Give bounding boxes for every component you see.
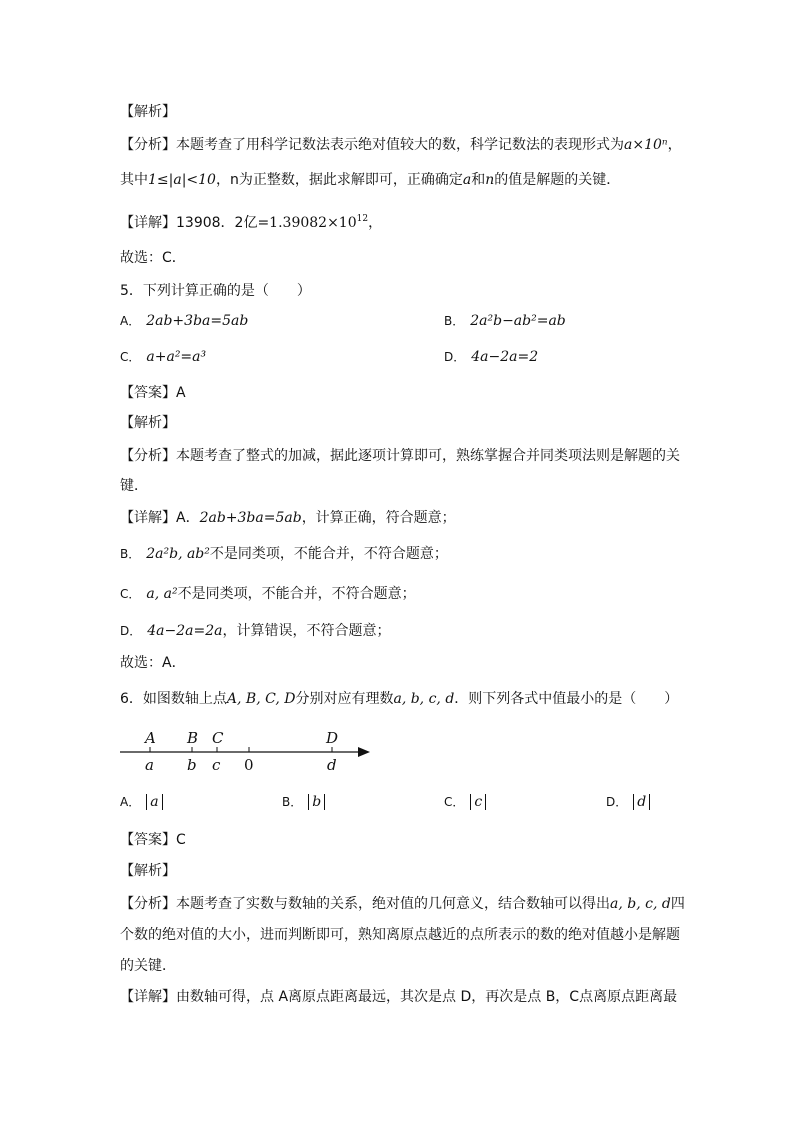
q5-fenxi-line1: 【分析】本题考查了整式的加减，据此逐项计算即可，熟练掌握合并同类项法则是解题的关 — [120, 448, 680, 464]
option-formula: 4a−2a=2 — [471, 349, 539, 365]
fenxi-end: 的值是解题的关键． — [494, 172, 621, 188]
fenxi-prefix: 【分析】本题考查了实数与数轴的关系，绝对值的几何意义，结合数轴可以得出 — [120, 896, 610, 912]
option-label: C． — [444, 795, 465, 809]
number-line-figure — [118, 728, 378, 778]
detail-end: 不是同类项，不能合并，不符合题意； — [177, 586, 416, 602]
detail-prefix: B． — [120, 547, 141, 561]
q6-fenxi-line3: 的关键． — [120, 958, 176, 974]
range-condition: 1≤|a|<10 — [148, 172, 216, 188]
xiangjie-value: =1.39082×10 — [257, 215, 357, 231]
q6-answer: 【答案】C — [120, 832, 186, 848]
fenxi-text: 【分析】本题考查了用科学记数法表示绝对值较大的数，科学记数法的表现形式为 — [120, 137, 624, 153]
q5-detail-c — [120, 584, 416, 604]
q5-option-c — [120, 347, 206, 367]
value-label-c: c — [212, 756, 221, 774]
guxuan-1: 故选：C． — [120, 250, 186, 266]
xiangjie-1 — [120, 213, 382, 233]
detail-end: ，计算正确，符合题意； — [301, 510, 456, 526]
detail-end: 不是同类项，不能合并，不符合题意； — [209, 546, 448, 562]
value-label-b: b — [187, 756, 197, 774]
axis-arrow-icon — [358, 747, 370, 757]
detail-formula: 4a−2a=2a — [147, 623, 223, 639]
stem-points: A, B, C, D — [226, 691, 296, 707]
option-formula: a+a²=a³ — [146, 349, 207, 365]
q5-jiexi: 【解析】 — [120, 415, 176, 431]
stem-prefix: 6．如图数轴上点 — [120, 691, 227, 707]
xiangjie-end: ， — [368, 215, 383, 231]
detail-formula: 2a²b, ab² — [146, 546, 210, 562]
option-abs: c — [470, 794, 486, 810]
value-label-0: 0 — [244, 756, 254, 774]
fenxi-tail: ， — [667, 137, 682, 153]
q5-option-b — [444, 311, 566, 331]
fenxi-paragraph-1-line1 — [120, 135, 682, 155]
q5-guxuan: 故选：A． — [120, 655, 186, 671]
q5-stem: 5．下列计算正确的是（ ） — [120, 283, 311, 299]
q6-jiexi: 【解析】 — [120, 863, 176, 879]
detail-formula: a, a² — [146, 586, 178, 602]
detail-formula: 2ab+3ba=5ab — [199, 510, 302, 526]
var-a: a — [462, 172, 472, 188]
q5-option-d — [444, 347, 538, 367]
option-formula: 2ab+3ba=5ab — [146, 313, 249, 329]
fenxi-prefix: 其中 — [120, 172, 148, 188]
fenxi-paragraph-1-line2 — [120, 170, 620, 190]
fenxi-end: 四 — [670, 896, 685, 912]
detail-end: ，计算错误，不符合题意； — [222, 623, 391, 639]
q5-answer: 【答案】A — [120, 385, 186, 401]
option-abs: b — [308, 794, 325, 810]
option-label: A． — [120, 314, 141, 328]
stem-mid: 分别对应有理数 — [295, 691, 394, 707]
option-label: B． — [282, 795, 303, 809]
option-abs: d — [633, 794, 650, 810]
q5-option-a — [120, 311, 248, 331]
q6-fenxi-line2: 个数的绝对值的大小，进而判断即可，熟知离原点越近的点所表示的数的绝对值越小是解题 — [120, 927, 680, 943]
q5-fenxi-line2: 键． — [120, 478, 148, 494]
point-label-b: B — [187, 729, 199, 747]
detail-prefix: C． — [120, 587, 141, 601]
q5-detail-b — [120, 544, 448, 564]
q5-detail-a — [120, 508, 456, 528]
q6-fenxi-line1 — [120, 894, 685, 914]
option-label: D． — [606, 795, 628, 809]
detail-prefix: D． — [120, 624, 142, 638]
q6-detail: 【详解】由数轴可得，点 A离原点距离最远，其次是点 D，再次是点 B，C点离原点距离最 — [120, 989, 678, 1005]
q6-option-b — [282, 792, 325, 812]
jiexi-heading-1: 【解析】 — [120, 104, 176, 120]
option-abs: a — [146, 794, 162, 810]
option-formula: 2a²b−ab²=ab — [470, 313, 566, 329]
sci-notation-formula: a×10ⁿ — [624, 137, 668, 153]
point-label-d: D — [326, 729, 339, 747]
value-label-a: a — [145, 756, 154, 774]
xiangjie-prefix: 【详解】13908．2亿 — [120, 215, 258, 231]
var-n: n — [485, 172, 495, 188]
fenxi-vars: a, b, c, d — [610, 896, 671, 912]
xiangjie-exponent: 12 — [356, 214, 369, 224]
fenxi-and: 和 — [471, 172, 486, 188]
stem-vars: a, b, c, d — [393, 691, 455, 707]
q6-option-d — [606, 792, 650, 812]
value-label-d: d — [327, 756, 337, 774]
fenxi-mid: ，n为正整数，据此求解即可，正确确定 — [215, 172, 463, 188]
q5-detail-d — [120, 621, 390, 641]
option-label: B． — [444, 314, 465, 328]
option-label: A． — [120, 795, 141, 809]
option-label: D． — [444, 350, 466, 364]
point-label-a: A — [145, 729, 156, 747]
option-label: C． — [120, 350, 141, 364]
q6-option-c — [444, 792, 486, 812]
q6-option-a — [120, 792, 163, 812]
detail-prefix: 【详解】A． — [120, 510, 200, 526]
stem-end: ．则下列各式中值最小的是（ ） — [454, 691, 679, 707]
point-label-c: C — [212, 729, 224, 747]
q6-stem — [120, 689, 678, 709]
